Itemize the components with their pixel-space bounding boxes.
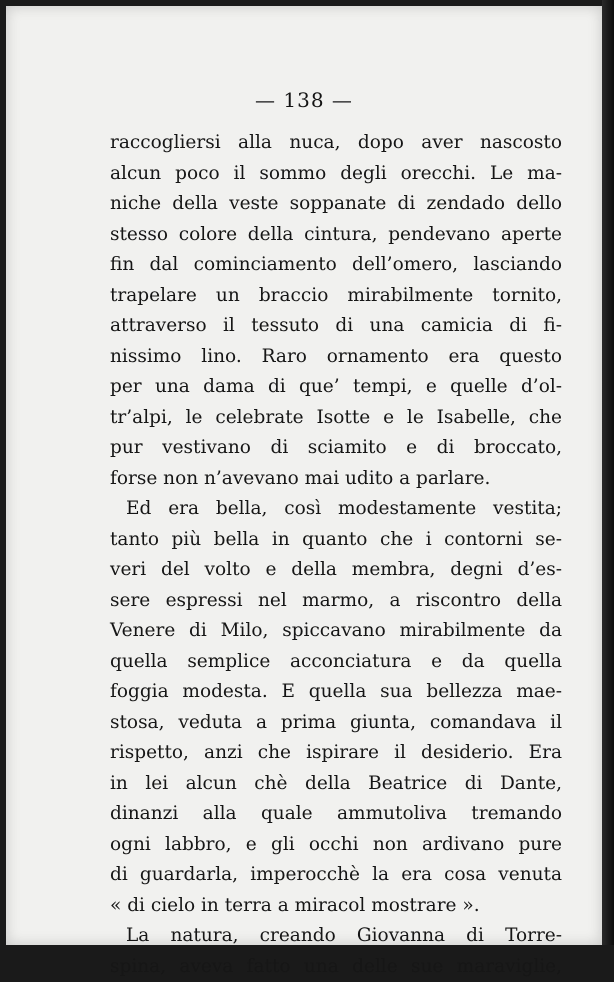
body-text: [110, 128, 562, 982]
text-line: dinanzi alla quale ammutoliva tremando: [110, 799, 562, 830]
text-line: per una dama di que’ tempi, e quelle d’ol-: [110, 372, 562, 403]
text-line: pur vestivano di sciamito e di broccato,: [110, 433, 562, 464]
page-edge-shadow: [602, 0, 614, 945]
text-line: quella semplice acconciatura e da quella: [110, 647, 562, 678]
text-line: spina, aveva fatto una delle sue maraviglie,: [110, 952, 562, 982]
text-line: tanto più bella in quanto che i contorni se-: [110, 525, 562, 556]
text-line: forse non n’avevano mai udito a parlare.: [110, 464, 562, 495]
text-line: sere espressi nel marmo, a riscontro della: [110, 586, 562, 617]
text-line: nissimo lino. Raro ornamento era questo: [110, 342, 562, 373]
book-page: [6, 6, 602, 945]
text-line: ogni labbro, e gli occhi non ardivano pure: [110, 830, 562, 861]
text-line: alcun poco il sommo degli orecchi. Le ma-: [110, 159, 562, 190]
text-line: foggia modesta. E quella sua bellezza mae-: [110, 677, 562, 708]
text-line: La natura, creando Giovanna di Torre-: [110, 921, 562, 952]
page-number: — 138 —: [6, 88, 602, 112]
text-line: raccogliersi alla nuca, dopo aver nascosto: [110, 128, 562, 159]
text-line: « di cielo in terra a miracol mostrare ».: [110, 891, 562, 922]
text-line: Ed era bella, così modestamente vestita;: [110, 494, 562, 525]
text-line: veri del volto e della membra, degni d’es-: [110, 555, 562, 586]
text-line: in lei alcun chè della Beatrice di Dante,: [110, 769, 562, 800]
text-line: trapelare un braccio mirabilmente tornito,: [110, 281, 562, 312]
text-line: attraverso il tessuto di una camicia di fi-: [110, 311, 562, 342]
text-line: rispetto, anzi che ispirare il desiderio. Era: [110, 738, 562, 769]
text-line: fin dal cominciamento dell’omero, lasciando: [110, 250, 562, 281]
text-line: Venere di Milo, spiccavano mirabilmente da: [110, 616, 562, 647]
text-line: di guardarla, imperocchè la era cosa venuta: [110, 860, 562, 891]
text-line: stesso colore della cintura, pendevano aperte: [110, 220, 562, 251]
text-line: tr’alpi, le celebrate Isotte e le Isabelle, che: [110, 403, 562, 434]
text-line: stosa, veduta a prima giunta, comandava il: [110, 708, 562, 739]
text-line: niche della veste soppanate di zendado dello: [110, 189, 562, 220]
